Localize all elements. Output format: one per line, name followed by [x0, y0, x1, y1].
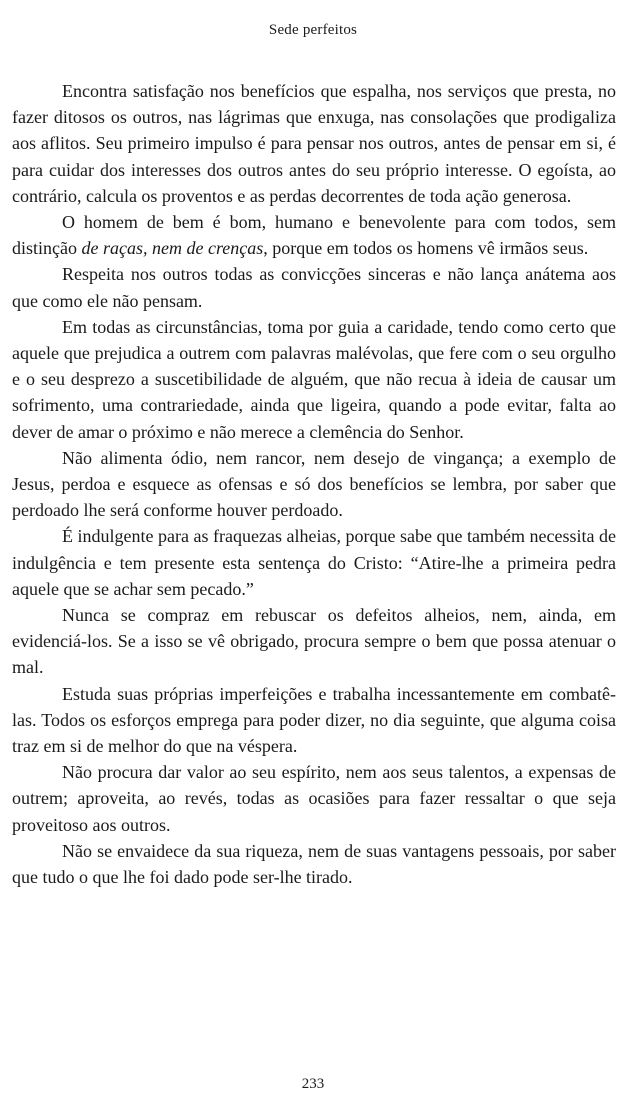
paragraph: É indulgente para as fraquezas alheias, porque sabe que também necessita de indulgência e tem presente esta sentença do Cristo: “Atire-lhe a primeira pedra aquele que se achar sem pecado.” — [12, 526, 616, 599]
paragraph: Não procura dar valor ao seu espírito, nem aos seus talentos, a expensas de outrem; aproveita, ao revés, todas as ocasiões para fazer ressaltar o que seja proveitoso aos outros. — [12, 762, 616, 835]
paragraph: Encontra satisfação nos benefícios que espalha, nos serviços que presta, no fazer ditosos os outros, nas lágrimas que enxuga, nas consolações que prodigaliza aos aflitos. Seu primeiro impulso é para pensar nos outros, antes de pensar em si, é para cuidar dos interesses dos outros antes do seu próprio interesse. O egoísta, ao contrário, calcula os proventos e as perdas decorrentes de toda ação generosa. — [12, 81, 616, 206]
paragraph-text: O homem de bem é bom, humano e benevolente para com todos, sem distinção — [12, 212, 616, 259]
paragraph: Não se envaidece da sua riqueza, nem de suas vantagens pessoais, por saber que tudo o que lhe foi dado pode ser-lhe tirado. — [12, 840, 616, 888]
paragraph: Respeita nos outros todas as convicções sinceras e não lança anátema aos que como ele não pensam. — [12, 264, 616, 311]
paragraph — [12, 209, 616, 261]
page-number: 233 — [301, 1076, 325, 1092]
paragraph-text: , porque em todos os homens vê irmãos seus. — [263, 238, 589, 259]
paragraph: Nunca se compraz em rebuscar os defeitos alheios, nem, ainda, em evidenciá-los. Se a isso se vê obrigado, procura sempre o bem que possa atenuar o mal. — [12, 605, 616, 678]
emphasized-phrase: de raças, nem de crenças — [81, 238, 264, 259]
running-header: Sede perfeitos — [268, 22, 358, 38]
body-text — [12, 78, 616, 890]
paragraph: Estuda suas próprias imperfeições e trabalha incessantemente em combatê-las. Todos os esforços emprega para poder dizer, no dia seguinte, que alguma coisa traz em si de melhor do que na véspera. — [12, 683, 616, 757]
paragraph: Não alimenta ódio, nem rancor, nem desejo de vingança; a exemplo de Jesus, perdoa e esquece as ofensas e só dos benefícios se lembra, por saber que perdoado lhe será conforme houver perdoado. — [12, 447, 616, 521]
paragraph: Em todas as circunstâncias, toma por guia a caridade, tendo como certo que aquele que prejudica a outrem com palavras malévolas, que fere com o seu orgulho e o seu desprezo a suscetibilidade de alguém, que não recua à ideia de causar um sofrimento, uma contrariedade, ainda que ligeira, quando a pode evitar, falta ao dever de amar o próximo e não merece a clemência do Senhor. — [12, 316, 616, 442]
